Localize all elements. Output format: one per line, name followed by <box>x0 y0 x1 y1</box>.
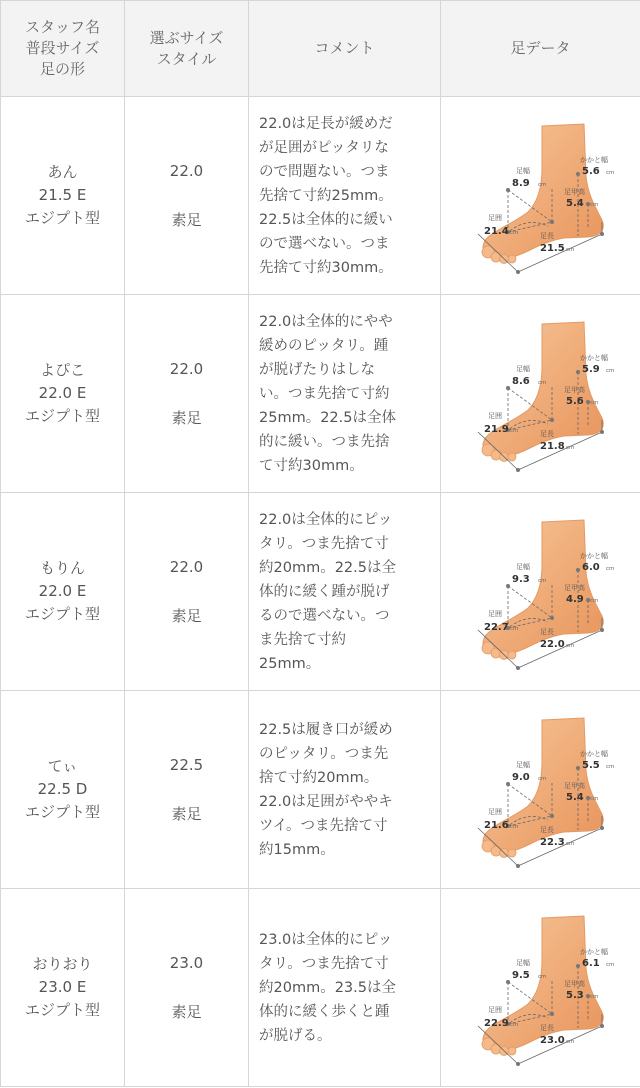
unit-label: cm <box>565 840 574 847</box>
foot-girth-label: 足囲 <box>487 609 502 618</box>
heel-width-value: 6.1 <box>581 957 600 969</box>
instep-height-value: 5.4 <box>565 197 584 209</box>
comment-line: が脱げたりはしな <box>259 361 375 378</box>
staff-cell <box>1 493 125 691</box>
header-comment: コメント <box>249 1 441 97</box>
comment-cell <box>249 889 441 1087</box>
table-row <box>1 295 640 493</box>
comment-line: タリ。つま先捨て寸 <box>259 535 389 552</box>
wear-style: 素足 <box>171 606 202 625</box>
comment-line: ので問題ない。つま <box>259 163 390 180</box>
foot-data-cell <box>441 889 640 1087</box>
foot-diagram <box>456 908 626 1068</box>
foot-width-value: 8.6 <box>511 375 530 387</box>
comment-line: 22.0は全体的にピッ <box>259 511 393 528</box>
comment-cell <box>249 97 441 295</box>
unit-label: cm <box>589 399 598 406</box>
foot-width-value: 9.0 <box>511 771 530 783</box>
wear-style: 素足 <box>171 1002 202 1021</box>
comment-line: のピッタリ。つま先 <box>259 745 389 762</box>
comment-line: 23.0は全体的にピッ <box>259 931 393 948</box>
foot-girth-value: 21.9 <box>483 423 509 435</box>
table-row <box>1 691 640 889</box>
header-staff-line: 足の形 <box>39 60 85 78</box>
staff-cell <box>1 889 125 1087</box>
staff-cell <box>1 97 125 295</box>
foot-diagram <box>456 710 626 870</box>
chosen-size-cell <box>125 493 249 691</box>
chosen-size: 22.5 <box>169 755 204 774</box>
comment-line: ので選べない。つま <box>259 235 390 252</box>
comment-line: 約20mm。23.5は全 <box>259 979 396 996</box>
foot-length-value: 22.0 <box>539 638 565 650</box>
unit-label: cm <box>605 961 614 968</box>
comment-line: るので選べない。つ <box>259 607 390 624</box>
staff-name: よぴこ <box>39 361 85 379</box>
foot-shape: エジプト型 <box>24 209 100 227</box>
toe-icon <box>508 651 516 659</box>
comment-line: 先捨て寸約25mm。 <box>259 187 393 204</box>
foot-diagram <box>456 314 626 474</box>
foot-length-value: 22.3 <box>539 836 565 848</box>
comment-line: 22.0は足長が緩めだ <box>259 115 393 132</box>
toe-icon <box>508 453 516 461</box>
instep-height-label: 足甲高 <box>563 979 585 988</box>
instep-height-label: 足甲高 <box>563 781 585 790</box>
foot-shape: エジプト型 <box>24 803 100 821</box>
foot-data-cell <box>441 493 640 691</box>
header-staff-line: スタッフ名 <box>24 18 100 36</box>
comment-line: 約20mm。22.5は全 <box>259 559 396 576</box>
instep-height-value: 5.6 <box>565 395 584 407</box>
table-header-row <box>1 1 640 97</box>
unit-label: cm <box>589 795 598 802</box>
heel-width-value: 5.5 <box>581 759 600 771</box>
chosen-size-cell <box>125 691 249 889</box>
comment-line: 的に緩い。つま先捨 <box>259 433 390 450</box>
header-style-line: スタイル <box>156 49 217 68</box>
foot-width-value: 9.3 <box>511 573 530 585</box>
table-row <box>1 889 640 1087</box>
chosen-size: 22.0 <box>169 161 204 180</box>
instep-height-value: 5.4 <box>565 791 584 803</box>
unit-label: cm <box>537 973 546 980</box>
wear-style: 素足 <box>171 408 202 427</box>
heel-width-value: 5.9 <box>581 363 600 375</box>
foot-length-label: 足長 <box>539 825 554 834</box>
foot-length-value: 21.8 <box>539 440 565 452</box>
foot-girth-value: 21.4 <box>483 225 509 237</box>
foot-length-value: 23.0 <box>539 1034 565 1046</box>
comment-cell <box>249 295 441 493</box>
heel-width-label: かかと幅 <box>579 947 608 956</box>
unit-label: cm <box>589 201 598 208</box>
unit-label: cm <box>605 169 614 176</box>
foot-length-value: 21.5 <box>539 242 565 254</box>
unit-label: cm <box>509 625 518 632</box>
foot-girth-label: 足囲 <box>487 1005 502 1014</box>
foot-girth-label: 足囲 <box>487 213 502 222</box>
instep-height-value: 4.9 <box>565 593 584 605</box>
comment-line: 緩めのピッタリ。踵 <box>259 337 389 354</box>
heel-width-label: かかと幅 <box>579 353 608 362</box>
chosen-size: 23.0 <box>169 953 204 972</box>
header-staff-line: 普段サイズ <box>25 39 100 57</box>
staff-cell <box>1 295 125 493</box>
foot-width-label: 足幅 <box>515 958 530 967</box>
comment-line: ツイ。つま先捨て寸 <box>259 817 388 834</box>
foot-width-label: 足幅 <box>515 364 530 373</box>
unit-label: cm <box>589 597 598 604</box>
toe-icon <box>508 1047 516 1055</box>
toe-icon <box>508 255 516 263</box>
comment-line: が足囲がピッタリな <box>259 139 389 156</box>
toe-icon <box>508 849 516 857</box>
comment-line: ま先捨て寸約 <box>259 631 346 648</box>
comment-line: 約15mm。 <box>259 841 335 858</box>
foot-girth-label: 足囲 <box>487 411 502 420</box>
foot-data-cell <box>441 691 640 889</box>
comment-line: 25mm。 <box>259 655 321 672</box>
heel-width-label: かかと幅 <box>579 551 608 560</box>
comment-line: 22.0は足囲がややキ <box>259 793 393 810</box>
foot-shape: エジプト型 <box>24 1001 100 1019</box>
chosen-size-cell <box>125 889 249 1087</box>
foot-length-label: 足長 <box>539 627 554 636</box>
comment-line: 22.0は全体的にやや <box>259 313 393 330</box>
header-foot-data: 足データ <box>441 1 640 97</box>
table-row <box>1 493 640 691</box>
usual-size: 21.5 E <box>38 186 87 204</box>
comment-line: 先捨て寸約30mm。 <box>259 259 393 276</box>
staff-name: もりん <box>39 559 85 577</box>
comment-line: が脱げる。 <box>259 1027 332 1044</box>
comment-line: 22.5は履き口が緩め <box>259 721 393 738</box>
comment-line: 体的に緩く踵が脱げ <box>259 583 390 600</box>
comment-cell <box>249 691 441 889</box>
usual-size: 22.5 D <box>37 780 88 798</box>
staff-name: あん <box>47 163 78 181</box>
usual-size: 23.0 E <box>38 978 87 996</box>
unit-label: cm <box>537 577 546 584</box>
foot-girth-value: 22.7 <box>483 621 509 633</box>
comment-line: 体的に緩く歩くと踵 <box>259 1003 390 1020</box>
heel-width-label: かかと幅 <box>579 155 608 164</box>
unit-label: cm <box>565 1038 574 1045</box>
instep-height-label: 足甲高 <box>563 583 585 592</box>
comment-line: 捨て寸約20mm。 <box>259 769 379 786</box>
chosen-size: 22.0 <box>169 359 204 378</box>
instep-height-label: 足甲高 <box>563 187 585 196</box>
instep-height-value: 5.3 <box>565 989 584 1001</box>
unit-label: cm <box>537 181 546 188</box>
foot-diagram <box>456 512 626 672</box>
instep-height-label: 足甲高 <box>563 385 585 394</box>
unit-label: cm <box>605 763 614 770</box>
foot-shape: エジプト型 <box>24 605 100 623</box>
comment-line: 22.5は全体的に緩い <box>259 211 393 228</box>
foot-girth-label: 足囲 <box>487 807 502 816</box>
unit-label: cm <box>537 775 546 782</box>
foot-length-label: 足長 <box>539 429 554 438</box>
unit-label: cm <box>565 246 574 253</box>
heel-width-label: かかと幅 <box>579 749 608 758</box>
unit-label: cm <box>509 427 518 434</box>
wear-style: 素足 <box>171 210 202 229</box>
foot-girth-value: 21.6 <box>483 819 509 831</box>
staff-cell <box>1 691 125 889</box>
heel-width-value: 5.6 <box>581 165 600 177</box>
foot-data-cell <box>441 295 640 493</box>
usual-size: 22.0 E <box>38 582 87 600</box>
foot-girth-value: 22.9 <box>483 1017 509 1029</box>
foot-width-label: 足幅 <box>515 760 530 769</box>
foot-data-cell <box>441 97 640 295</box>
comment-line: い。つま先捨て寸約 <box>259 385 390 402</box>
foot-width-value: 9.5 <box>511 969 530 981</box>
comment-line: 25mm。22.5は全体 <box>259 409 396 426</box>
unit-label: cm <box>589 993 598 1000</box>
chosen-size: 22.0 <box>169 557 204 576</box>
foot-shape: エジプト型 <box>24 407 100 425</box>
chosen-size-cell <box>125 295 249 493</box>
unit-label: cm <box>605 565 614 572</box>
unit-label: cm <box>509 823 518 830</box>
chosen-size-cell <box>125 97 249 295</box>
comment-line: て寸約30mm。 <box>259 457 364 474</box>
header-staff <box>1 1 125 97</box>
heel-width-value: 6.0 <box>581 561 600 573</box>
foot-length-label: 足長 <box>539 231 554 240</box>
usual-size: 22.0 E <box>38 384 87 402</box>
unit-label: cm <box>565 642 574 649</box>
foot-width-label: 足幅 <box>515 166 530 175</box>
unit-label: cm <box>509 229 518 236</box>
foot-diagram <box>456 116 626 276</box>
comment-line: タリ。つま先捨て寸 <box>259 955 389 972</box>
comment-cell <box>249 493 441 691</box>
table-row <box>1 97 640 295</box>
foot-width-label: 足幅 <box>515 562 530 571</box>
unit-label: cm <box>565 444 574 451</box>
wear-style: 素足 <box>171 804 202 823</box>
header-style-line: 選ぶサイズ <box>149 28 224 47</box>
foot-length-label: 足長 <box>539 1023 554 1032</box>
staff-name: てぃ <box>47 757 78 775</box>
staff-name: おりおり <box>32 955 93 973</box>
unit-label: cm <box>509 1021 518 1028</box>
unit-label: cm <box>605 367 614 374</box>
foot-width-value: 8.9 <box>511 177 530 189</box>
header-style <box>125 1 249 97</box>
unit-label: cm <box>537 379 546 386</box>
